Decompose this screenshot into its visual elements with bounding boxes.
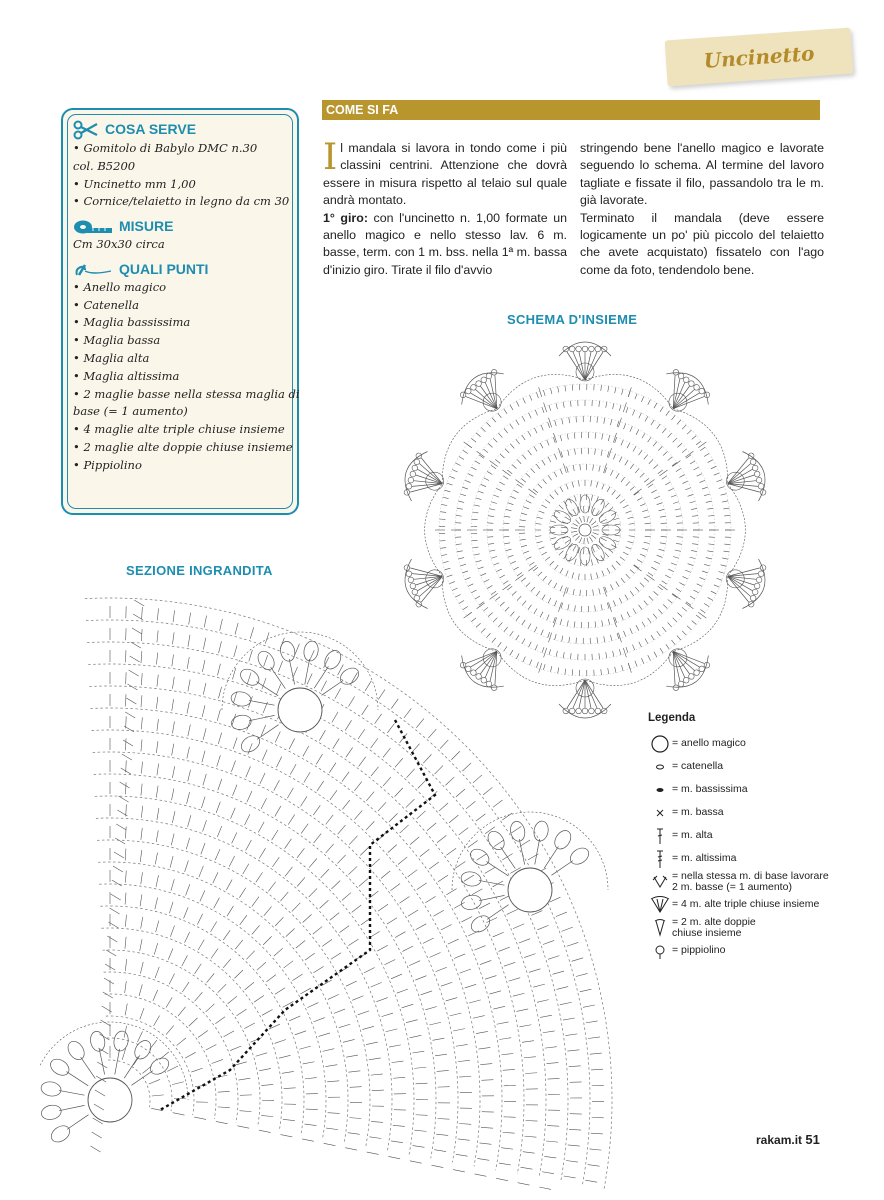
instructions-intro: l mandala si lavora in tondo come i più classini centrini. Attenzione che dovrà essere in misura rispetto al telaio sul quale andrà montato. (323, 141, 567, 208)
crochet-hook-icon (73, 261, 113, 279)
section-title: SEZIONE INGRANDITA (126, 563, 273, 578)
legend-item (648, 870, 858, 893)
legend-item (648, 755, 858, 778)
stitches-list (73, 279, 299, 475)
stitch-item: • Catenella (73, 297, 139, 312)
round-label: 1° giro: (323, 210, 368, 225)
stitch-item: • Maglia bassa (73, 333, 161, 348)
site-name: rakam.it (756, 1133, 803, 1147)
legend-symbol-icon (648, 872, 672, 892)
legend-symbol-icon (648, 941, 672, 961)
legend-label: = 4 m. alte triple chiuse insieme (672, 898, 820, 910)
size-heading: MISURE (73, 218, 299, 236)
page-footer (756, 1132, 820, 1147)
legend-symbol-icon (648, 849, 672, 869)
stitch-item: • Anello magico (73, 279, 167, 294)
tape-measure-icon (73, 219, 113, 235)
legend-item (648, 778, 858, 801)
materials-list (73, 140, 299, 211)
materials-box (61, 108, 299, 515)
material-item: • Cornice/telaietto in legno da cm 30 (73, 194, 290, 209)
stitch-item: base (= 1 aumento) (73, 404, 188, 419)
legend-label: = pippiolino (672, 944, 726, 956)
materials-heading: COSA SERVE (73, 120, 299, 140)
legend-label: = nella stessa m. di base lavorare 2 m. basse (= 1 aumento) (672, 869, 829, 893)
legend-label: = m. altissima (672, 852, 737, 864)
stitch-item: • Pippiolino (73, 457, 142, 472)
legend-item (648, 847, 858, 870)
legend-item (648, 893, 858, 916)
legend (648, 712, 858, 962)
size-value: Cm 30x30 circa (73, 236, 165, 251)
material-item: • Gomitolo di Babylo DMC n.30 (73, 141, 258, 155)
stitch-item: • Maglia alta (73, 350, 150, 365)
section-tag (665, 28, 854, 87)
legend-item (648, 916, 858, 939)
legend-symbol-icon (648, 757, 672, 777)
instructions-column-1 (323, 137, 567, 279)
legend-symbol-icon (648, 826, 672, 846)
dropcap: I (323, 137, 338, 178)
section-tag-label: Uncinetto (702, 41, 816, 73)
legend-symbol-icon (648, 803, 672, 823)
page-number: 51 (805, 1132, 820, 1147)
instructions-finish: Terminato il mandala (deve essere logicamente un po' più piccolo del telaietto che avete acquistato) fissatelo con l'ago come da foto, tendendolo bene. (580, 210, 824, 277)
legend-label: = 2 m. alte doppie chiuse insieme (672, 915, 756, 939)
stitch-item: • 2 maglie alte doppie chiuse insieme (73, 439, 293, 454)
legend-title: Legenda (648, 712, 696, 724)
instructions-round-1b: stringendo bene l'anello magico e lavorate seguendo lo schema. Al termine del lavoro tagliate e fissate il filo, passandolo tra le m. già lavorate. (580, 141, 824, 208)
legend-item (648, 801, 858, 824)
instructions-round-1a: con l'uncinetto n. 1,00 formate un anello magico e nello stesso lav. 6 m. basse, term. con 1 m. bss. nella 1ª m. bassa d'inizio giro. Tirate il filo d'avvio (323, 210, 567, 277)
stitch-item: • Maglia bassissima (73, 315, 191, 330)
legend-label: = catenella (672, 760, 724, 772)
stitch-item: • Maglia altissima (73, 368, 180, 383)
legend-label: = m. alta (672, 829, 713, 841)
legend-item (648, 939, 858, 962)
instructions-heading: COME SI FA (322, 100, 820, 120)
legend-symbol-icon (648, 895, 672, 915)
legend-label: = m. bassa (672, 806, 724, 818)
stitch-item: • 4 maglie alte triple chiuse insieme (73, 422, 285, 437)
instructions-column-2 (580, 140, 824, 279)
schema-title: SCHEMA D'INSIEME (507, 312, 638, 327)
stitch-item: • 2 maglie basse nella stessa maglia di (73, 386, 300, 401)
enlarged-section-diagram (40, 590, 630, 1190)
legend-item (648, 732, 858, 755)
legend-item (648, 824, 858, 847)
scissors-icon (73, 120, 99, 140)
legend-label: = m. bassissima (672, 783, 748, 795)
legend-label: = anello magico (672, 737, 746, 749)
material-item: col. B5200 (73, 158, 136, 173)
stitches-heading: QUALI PUNTI (73, 261, 299, 279)
legend-symbol-icon (648, 780, 672, 800)
material-item: • Uncinetto mm 1,00 (73, 176, 196, 191)
legend-symbol-icon (648, 918, 672, 938)
legend-symbol-icon (648, 734, 672, 754)
